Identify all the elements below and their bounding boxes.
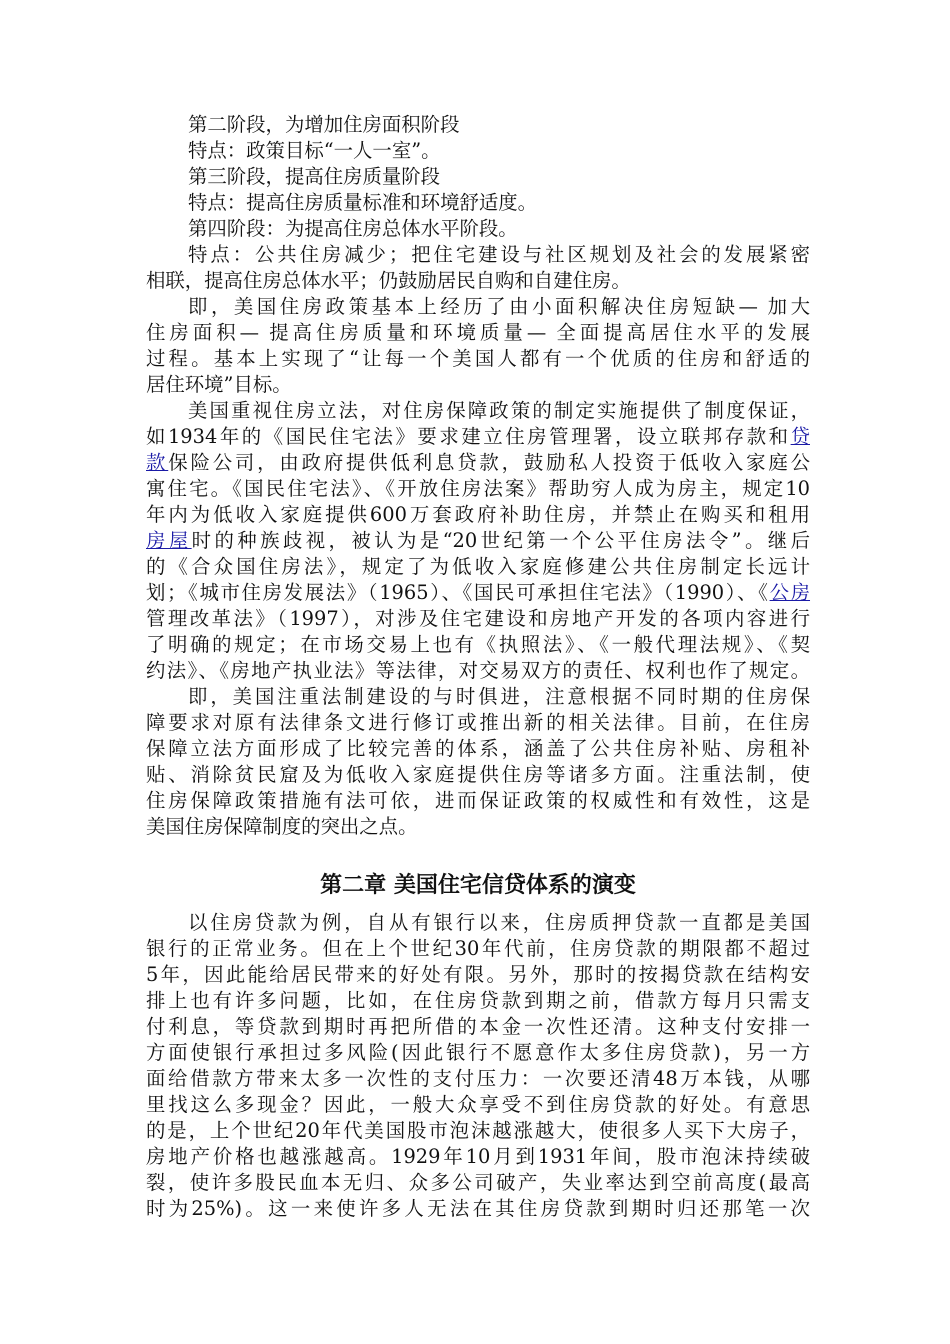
paragraph-line bbox=[146, 528, 810, 554]
line-text: 时的种族歧视，被认为是“20世纪第一个公平住房法令”。继后 bbox=[191, 529, 811, 552]
paragraph-line: 银行的正常业务。但在上个世纪30年代前，住房贷款的期限都不超过 bbox=[146, 937, 810, 960]
paragraph-line: 付利息，等贷款到期时再把所借的本金一次性还清。这种支付安排一 bbox=[146, 1015, 810, 1038]
paragraph-line: 美国重视住房立法，对住房保障政策的制定实施提供了制度保证， bbox=[188, 399, 810, 422]
link-public-housing[interactable]: 公房 bbox=[769, 581, 811, 604]
line-text: 保险公司，由政府提供低利息贷款，鼓励私人投资于低收入家庭公 bbox=[168, 451, 811, 474]
paragraph-line: 保障立法方面形成了比较完善的体系，涵盖了公共住房补贴、房租补 bbox=[146, 737, 810, 760]
paragraph-line: 居住环境”目标。 bbox=[146, 373, 292, 396]
paragraph-line: 特点：公共住房减少；把住宅建设与社区规划及社会的发展紧密 bbox=[188, 243, 810, 266]
paragraph-line: 贴、消除贫民窟及为低收入家庭提供住房等诸多方面。注重法制，使 bbox=[146, 763, 810, 786]
paragraph-line: 第三阶段，提高住房质量阶段 bbox=[188, 165, 441, 188]
paragraph-line: 约法》、《房地产执业法》等法律，对交易双方的责任、权利也作了规定。 bbox=[146, 659, 810, 682]
paragraph-line: 房地产价格也越涨越高。1929年10月到1931年间，股市泡沫持续破 bbox=[146, 1145, 810, 1168]
paragraph-line: 寓住宅。《国民住宅法》、《开放住房法案》帮助穷人成为房主，规定10 bbox=[146, 477, 810, 500]
paragraph-line: 特点：政策目标“一人一室”。 bbox=[188, 139, 441, 162]
paragraph-line: 住房面积— 提高住房质量和环境质量— 全面提高居住水平的发展 bbox=[146, 321, 810, 344]
paragraph-line: 第二阶段，为增加住房面积阶段 bbox=[188, 113, 460, 136]
chapter-heading: 第二章 美国住宅信贷体系的演变 bbox=[320, 873, 636, 898]
paragraph-line: 了明确的规定；在市场交易上也有《执照法》、《一般代理法规》、《契 bbox=[146, 633, 810, 656]
paragraph-line: 时为25%)。这一来使许多人无法在其住房贷款到期时归还那笔一次 bbox=[146, 1197, 810, 1220]
paragraph-line: 相联，提高住房总体水平；仍鼓励居民自购和自建住房。 bbox=[146, 269, 631, 292]
paragraph-line: 里找这么多现金？因此，一般大众享受不到住房贷款的好处。有意思 bbox=[146, 1093, 810, 1116]
paragraph-line bbox=[146, 450, 810, 476]
line-text: 如1934年的《国民住宅法》要求建立住房管理署，设立联邦存款和 bbox=[146, 425, 791, 448]
paragraph-line: 第四阶段：为提高住房总体水平阶段。 bbox=[188, 217, 518, 240]
paragraph-line: 过程。基本上实现了“让每一个美国人都有一个优质的住房和舒适的 bbox=[146, 347, 810, 370]
paragraph-line: 的是，上个世纪20年代美国股市泡沫越涨越大，使很多人买下大房子， bbox=[146, 1119, 810, 1142]
link-loan-cont[interactable]: 款 bbox=[146, 451, 169, 474]
paragraph-line: 年内为低收入家庭提供600万套政府补助住房，并禁止在购买和租用 bbox=[146, 503, 810, 526]
paragraph-line: 障要求对原有法律条文进行修订或推出新的相关法律。目前，在住房 bbox=[146, 711, 810, 734]
paragraph-line: 管理改革法》（1997），对涉及住宅建设和房地产开发的各项内容进行 bbox=[146, 607, 810, 630]
paragraph-line: 方面使银行承担过多风险(因此银行不愿意作太多住房贷款)，另一方 bbox=[146, 1041, 810, 1064]
paragraph-line: 排上也有许多问题，比如，在住房贷款到期之前，借款方每月只需支 bbox=[146, 989, 810, 1012]
paragraph-line: 特点：提高住房质量标准和环境舒适度。 bbox=[188, 191, 538, 214]
line-text: 划；《城市住房发展法》（1965）、《国民可承担住宅法》（1990）、《 bbox=[146, 581, 770, 604]
paragraph-line bbox=[146, 580, 810, 606]
link-housing[interactable]: 房屋 bbox=[146, 529, 192, 552]
paragraph-line: 面给借款方带来太多一次性的支付压力：一次要还清48万本钱，从哪 bbox=[146, 1067, 810, 1090]
paragraph-line: 5年，因此能给居民带来的好处有限。另外，那时的按揭贷款在结构安 bbox=[146, 963, 810, 986]
paragraph-line: 即，美国注重法制建设的与时俱进，注意根据不同时期的住房保 bbox=[188, 685, 810, 708]
paragraph-line: 即，美国住房政策基本上经历了由小面积解决住房短缺— 加大 bbox=[188, 295, 810, 318]
link-loan[interactable]: 贷 bbox=[790, 425, 810, 448]
paragraph-line: 住房保障政策措施有法可依，进而保证政策的权威性和有效性，这是 bbox=[146, 789, 810, 812]
paragraph-line: 的《合众国住房法》，规定了为低收入家庭修建公共住房制定长远计 bbox=[146, 555, 810, 578]
paragraph-line: 以住房贷款为例，自从有银行以来，住房质押贷款一直都是美国 bbox=[188, 911, 810, 934]
paragraph-line: 美国住房保障制度的突出之点。 bbox=[146, 815, 418, 838]
paragraph-line bbox=[146, 424, 810, 450]
paragraph-line: 裂，使许多股民血本无归、众多公司破产，失业率达到空前高度(最高 bbox=[146, 1171, 810, 1194]
